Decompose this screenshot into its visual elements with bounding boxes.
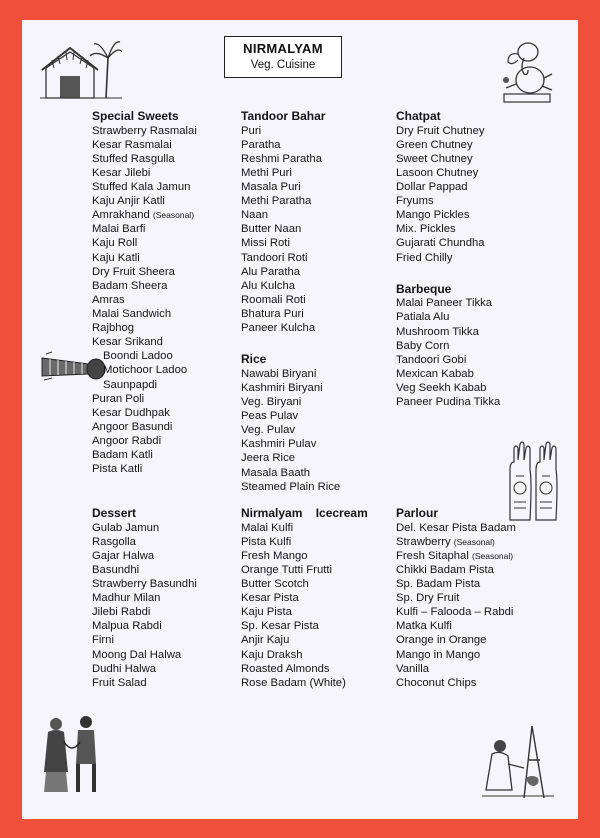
menu-item: Methi Puri	[241, 166, 292, 179]
restaurant-name: NIRMALYAM	[243, 41, 323, 56]
menu-column-3-lower	[396, 506, 516, 703]
menu-item: Moong Dal Halwa	[92, 648, 182, 661]
menu-item: Jilebi Rabdi	[92, 606, 151, 619]
menu-item: Kaju Pista	[241, 606, 292, 619]
section-chatpat	[396, 109, 500, 265]
menu-item: Chikki Badam Pista	[396, 563, 494, 576]
menu-item: Sweet Chutney	[396, 152, 473, 165]
menu-item: Angoor Basundi	[92, 420, 173, 433]
seasonal-note: (Seasonal)	[152, 210, 195, 221]
menu-item: Mango Pickles	[396, 209, 470, 222]
menu-item: Fried Chilly	[396, 251, 453, 264]
menu-item: Kesar Dudhpak	[92, 406, 170, 419]
menu-item: Kaju Roll	[92, 237, 138, 250]
menu-item: Sp. Kesar Pista	[241, 620, 319, 633]
item-name: Fresh Sitaphal	[396, 549, 469, 562]
menu-item: Kashmiri Pulav	[241, 438, 317, 451]
menu-item: Steamed Plain Rice	[241, 480, 341, 493]
section-barbeque	[396, 282, 500, 409]
section-dessert	[92, 506, 197, 690]
section-title: Chatpat	[396, 109, 441, 123]
menu-item: Mango in Mango	[396, 648, 481, 661]
menu-column-2-lower	[241, 506, 368, 703]
menu-item	[396, 549, 516, 563]
menu-item: Tandoori Roti	[241, 251, 308, 264]
menu-item: Peas Pulav	[241, 410, 299, 423]
menu-item: Puran Poli	[92, 392, 145, 405]
menu-item: Stuffed Kala Jamun	[92, 181, 191, 194]
menu-item: Mushroom Tikka	[396, 325, 479, 338]
menu-item: Methi Paratha	[241, 195, 312, 208]
wedding-couple-illustration	[40, 712, 106, 796]
menu-item: Kesar Rasmalai	[92, 138, 172, 151]
menu-item: Kesar Jilebi	[92, 166, 151, 179]
menu-column-2	[241, 109, 340, 507]
menu-item: Vanilla	[396, 662, 430, 675]
section-title: Dessert	[92, 506, 137, 520]
ganesha-illustration	[498, 38, 556, 104]
cuisine-subtitle: Veg. Cuisine	[250, 59, 316, 71]
menu-item: Paratha	[241, 138, 281, 151]
menu-item: Malai Sandwich	[92, 308, 172, 321]
menu-column-1-lower	[92, 506, 197, 703]
menu-item: Choconut Chips	[396, 676, 477, 689]
menu-item: Butter Scotch	[241, 578, 309, 591]
menu-item: Jeera Rice	[241, 452, 295, 465]
menu-item: Sp. Dry Fruit	[396, 592, 460, 605]
menu-item: Malai Kulfi	[241, 521, 294, 534]
menu-item: Rajbhog	[92, 322, 135, 335]
menu-item: Angoor Rabdi	[92, 435, 162, 447]
menu-item: Nawabi Biryani	[241, 367, 317, 380]
menu-item: Bhatura Puri	[241, 308, 304, 321]
menu-item: Fruit Salad	[92, 676, 147, 689]
menu-item: Kulfi – Falooda – Rabdi	[396, 606, 514, 619]
menu-item: Kaju Katli	[92, 251, 140, 264]
menu-item: Amras	[92, 293, 125, 306]
menu-item: Butter Naan	[241, 223, 302, 236]
section-title: Tandoor Bahar	[241, 109, 326, 123]
menu-item: Saunpapdi	[103, 378, 158, 391]
menu-item: Dudhi Halwa	[92, 662, 157, 675]
menu-item: Paneer Kulcha	[241, 322, 316, 335]
menu-item: Veg. Pulav	[241, 424, 296, 437]
menu-item: Badam Katli	[92, 449, 153, 462]
menu-item: Orange Tutti Frutti	[241, 563, 333, 576]
menu-item: Paneer Pudina Tikka	[396, 396, 501, 409]
menu-item: Veg. Biryani	[241, 396, 302, 409]
section-rice	[241, 352, 340, 494]
menu-item: Kesar Srikand	[92, 336, 163, 349]
menu-item: Rasgolla	[92, 535, 136, 548]
menu-item: Gajar Halwa	[92, 549, 155, 562]
menu-item: Boondi Ladoo	[103, 350, 173, 363]
menu-item: Madhur Milan	[92, 592, 161, 605]
menu-item: Puri	[241, 124, 262, 137]
menu-item: Motichoor Ladoo	[103, 364, 188, 377]
menu-item: Strawberry Rasmalai	[92, 124, 197, 137]
restaurant-title-box	[224, 36, 342, 78]
menu-item: Malai Paneer Tikka	[396, 297, 493, 310]
menu-item: Mix. Pickles	[396, 223, 456, 236]
menu-item: Sp. Badam Pista	[396, 578, 481, 591]
menu-item: Firni	[92, 634, 114, 647]
menu-item: Fryums	[396, 195, 434, 208]
menu-item: Pista Katli	[92, 463, 143, 476]
menu-item: Rose Badam (White)	[241, 676, 346, 689]
item-name: Amrakhand	[92, 209, 150, 222]
menu-item: Orange in Orange	[396, 634, 487, 647]
section-title: Parlour	[396, 506, 439, 520]
menu-item: Baby Corn	[396, 339, 450, 352]
menu-item: Dollar Pappad	[396, 181, 468, 194]
seasonal-note: (Seasonal)	[453, 536, 495, 547]
menu-item: Malai Barfi	[92, 223, 146, 236]
menu-item: Kaju Draksh	[241, 648, 303, 661]
menu-item: Stuffed Rasgulla	[92, 152, 175, 165]
menu-item: Tandoori Gobi	[396, 353, 467, 366]
section-title: Rice	[241, 352, 267, 367]
menu-item: Kesar Pista	[241, 592, 299, 605]
menu-item: Roasted Almonds	[241, 662, 330, 675]
menu-item: Badam Sheera	[92, 279, 168, 292]
menu-item: Naan	[241, 209, 269, 222]
menu-item: Kashmiri Biryani	[241, 381, 323, 394]
menu-item: Mexican Kabab	[396, 367, 474, 380]
menu-item: Green Chutney	[396, 138, 473, 151]
section-icecream	[241, 506, 368, 690]
menu-item: Dry Fruit Sheera	[92, 265, 175, 278]
menu-item: Dry Fruit Chutney	[396, 124, 485, 137]
section-title: Nirmalyam Icecream	[241, 506, 368, 520]
menu-item: Lasoon Chutney	[396, 166, 479, 179]
menu-item: Masala Puri	[241, 181, 301, 194]
menu-item: Missi Roti	[241, 237, 290, 250]
menu-item: Del. Kesar Pista Badam	[396, 521, 516, 534]
menu-column-1	[92, 109, 197, 489]
menu-item: Fresh Mango	[241, 549, 308, 562]
menu-item: Alu Paratha	[241, 265, 301, 278]
hut-palm-illustration	[40, 38, 122, 100]
menu-item: Pista Kulfi	[241, 535, 292, 548]
menu-item: Alu Kulcha	[241, 279, 296, 292]
menu-column-3	[396, 109, 500, 422]
bride-ritual-illustration	[480, 720, 556, 800]
section-parlour	[396, 506, 516, 690]
section-tandoor-bahar	[241, 109, 340, 335]
item-name: Strawberry	[396, 535, 451, 548]
menu-item	[92, 208, 197, 222]
section-title: Special Sweets	[92, 109, 179, 123]
menu-item: Strawberry Basundhi	[92, 578, 197, 591]
menu-item: Gulab Jamun	[92, 521, 160, 534]
menu-item: Gujarati Chundha	[396, 237, 485, 250]
menu-item: Reshmi Paratha	[241, 152, 322, 165]
menu-item: Roomali Roti	[241, 293, 306, 306]
menu-item: Kaju Anjir Katli	[92, 195, 165, 208]
seasonal-note: (Seasonal)	[471, 550, 514, 561]
section-title: Barbeque	[396, 281, 452, 296]
menu-item: Matka Kulfi	[396, 620, 452, 633]
menu-item: Masala Baath	[241, 466, 311, 479]
menu-item: Anjir Kaju	[241, 634, 290, 647]
menu-item: Basundhi	[92, 563, 140, 576]
menu-item: Patiala Alu	[396, 311, 450, 324]
menu-item: Malpua Rabdi	[92, 620, 162, 633]
menu-item: Veg Seekh Kabab	[396, 381, 487, 394]
section-special-sweets	[92, 109, 197, 476]
menu-item	[396, 535, 516, 549]
